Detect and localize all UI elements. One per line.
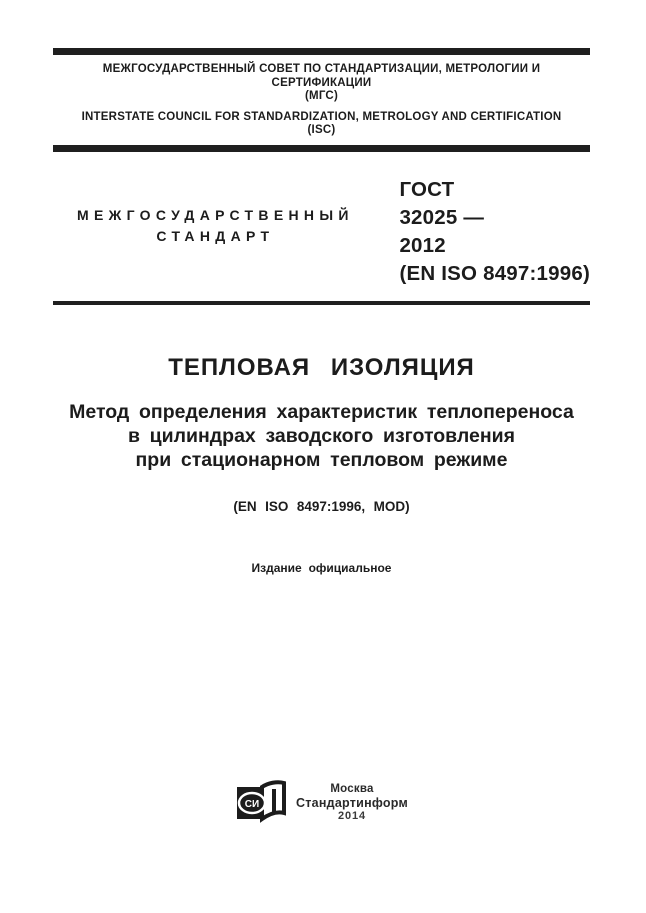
council-abbr-ru: (МГС) [304,90,339,102]
standard-type-line1: МЕЖГОСУДАРСТВЕННЫЙ [76,207,354,223]
subtitle-line1: Метод определения характеристик теплопереноса [69,400,574,423]
imprint-text [296,783,408,823]
imprint-year: 2014 [338,809,366,822]
imprint-publisher: Стандартинформ [296,795,408,810]
subtitle-line2: в цилиндрах заводского изготовления [127,424,516,447]
document-cover-page [53,0,590,822]
header-divider-bar [53,145,590,152]
standard-code-line2: 32025 — [399,205,485,229]
standard-subtitle [53,400,590,472]
standard-title: ТЕПЛОВАЯ ИЗОЛЯЦИЯ [168,353,475,381]
standard-designation-row [53,152,590,301]
standard-code-line1: ГОСТ [399,177,455,201]
standard-type-label [53,152,372,301]
standard-type-line2: СТАНДАРТ [156,228,275,244]
standard-code [372,152,590,301]
edition-note: Издание официальное [251,560,392,575]
council-abbr-en: (ISC) [307,124,336,136]
designation-divider-rule [53,301,590,305]
iso-reference: (EN ISO 8497:1996, MOD) [233,498,410,514]
title-block [53,354,590,514]
standartinform-logo-icon [235,780,287,825]
imprint-block [53,780,590,825]
svg-text:СИ: СИ [244,799,260,810]
imprint-city: Москва [330,782,374,795]
council-header [53,55,590,138]
standard-code-line3: 2012 [399,233,446,257]
council-name-en: INTERSTATE COUNCIL FOR STANDARDIZATION, METROLOGY AND CERTIFICATION [81,110,562,123]
top-divider-bar [53,48,590,55]
standard-code-line4: (EN ISO 8497:1996) [399,261,590,285]
council-name-ru: МЕЖГОСУДАРСТВЕННЫЙ СОВЕТ ПО СТАНДАРТИЗАЦИИ, МЕТРОЛОГИИ И СЕРТИФИКАЦИИ [102,63,541,89]
subtitle-line3: при стационарном тепловом режиме [135,448,508,471]
